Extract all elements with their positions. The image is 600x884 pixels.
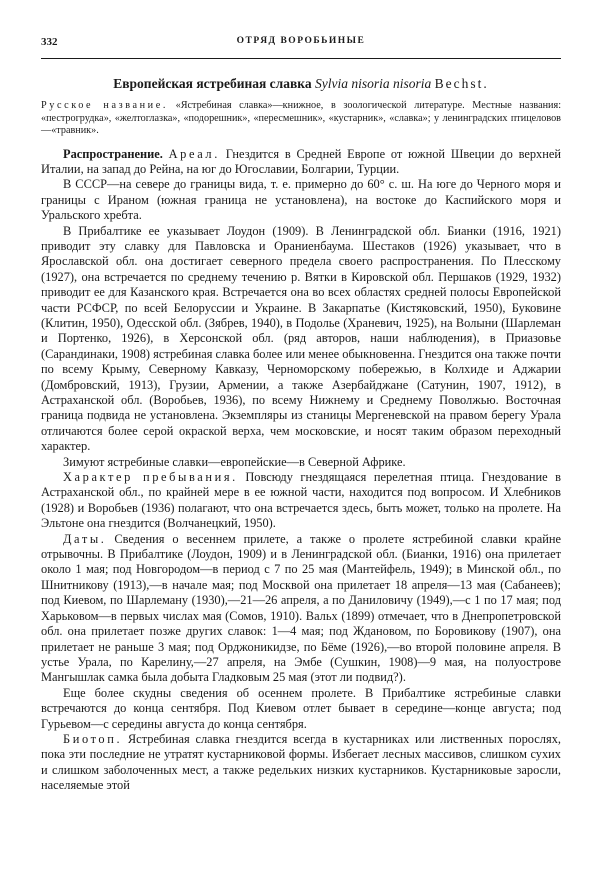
paragraph-spaced-heading: Биотоп. [63,731,123,746]
paragraph-text: Ястребиная славка гнездится всегда в кустарниках или лиственных порослях, пока эти последние не утратят кустарниковой формы. Избегает лесных массивов, слишком сухих и слишком заболоченных мест, а также редельких низких кустарников. Кустарниковые заросли, населяемые этой [41,731,561,793]
paragraph-text: Зимуют ястребиные славки—европейские—в Северной Африке. [63,454,406,469]
paragraph [41,177,561,223]
paragraph [41,455,561,470]
paragraph-lead: Распространение. [63,146,163,161]
running-header [41,36,561,54]
paragraph-text: В Прибалтике ее указывает Лоудон (1909). В Ленинградской обл. Бианки (1916, 1921) приводит эту славку для Павловска и Ораниенбаума. Шестаков (1926) указывает, что в Ярославской обл. она достигает северного предела своего распространения. По Плесскому (1927), она встречается по среднему течению р. Вятки в Кировской обл. Першаков (1929, 1932) приводит ее для Казанского края. Встречается она во всех областях средней полосы Европейской части РСФСР, по всей Белоруссии и Украине. В Закарпатье (Кистяковский, 1950), Буковине (Клитин, 1950), Одесской обл. (Зябрев, 1940), в Подолье (Храневич, 1925), на Волыни (Шарлеман и Портенко, 1926), в Херсонской обл. (ряд авторов, наши наблюдения), в Приазовье (Сарандинаки, 1908) ястребиная славка более или менее обыкновенна. Гнездится она также почти по всему Крыму, Северному Кавказу, Черноморскому побережью, в Колхиде и Аджарии (Домбровский, 1913), Грузии, Армении, а также Азербайджане (Сатунин, 1907, 1912), в Астраханской обл. (Воробьев, 1936), по всему Нижнему и Среднему Поволжью. Восточная граница подвида не установлена. Экземпляры из станицы Мергеневской на правом берегу Урала отличаются более серой окраской верха, чем московские, и носят таким образом переходный характер. [41,223,561,454]
paragraph [41,686,561,732]
page-number: 332 [41,36,58,48]
paragraph-spaced-heading: Ареал. [168,146,220,161]
paragraph [41,224,561,455]
title-latin: Sylvia nisoria nisoria [314,76,432,91]
paragraph-text: Сведения о весеннем прилете, а также о пролете ястребиной славки крайне отрывочны. В Прибалтике (Лоудон, 1909) и в Ленинградской обл. (Бианки, 1916) она прилетает около 1 мая; под Новгородом—в период с 7 по 25 мая (Мантейфель, 1949); в Минской обл., по Шнитникову (1913),—в начале мая; под Москвой она прилетает 18 апреля—13 мая (Сабанеев); под Киевом, по Шарлеману (1930),—21—26 апреля, а по Даниловичу (1949),—с 1 по 17 мая; под Харьковом—в первых числах мая (Сомов, 1910). Вальх (1899) отмечает, что в Днепропетровской обл. она прилетает позже других славок: 1—4 мая; под Ждановом, по Боровикову (1907), она прилетает не раньше 3 мая; под Орджоникидзе, по Бёме (1926),—во второй половине апреля. В устье Урала, по Карелину,—27 апреля, на Эмбе (Сушкин, 1908)—9 мая, на полуострове Мангышлак самка была добыта Гладковым 25 мая (этот ли подвид?). [41,531,561,685]
paragraph [41,732,561,794]
paragraph [41,470,561,532]
paragraph-spaced-heading: Характер пребывания. [63,470,238,485]
paragraph [41,532,561,686]
article-body [41,147,561,794]
title-russian: Европейская ястребиная славка [113,76,312,91]
paragraph [41,147,561,178]
names-text: «Ястребиная славка»—книжное, в зоологической литературе. Местные названия: «пестрогрудка», «желтоглазка», «подорешник», «пересмешник», «кустарник», «славка»; у ленинградских птицеловов—«травник». [41,100,562,136]
paragraph-text: В СССР—на севере до границы вида, т. е. примерно до 60° с. ш. На юге до Черного моря и границы с Ираном (южная граница не установлена), на востоке до Каспийского моря и Уральского хребта. [41,177,561,223]
header-rule [41,58,561,59]
title-author: Bechst. [434,76,489,91]
book-page [41,36,561,794]
names-label: Русское название. [41,100,168,111]
species-title [41,76,561,92]
paragraph-text: Еще более скудны сведения об осеннем пролете. В Прибалтике ястребиные славки встречаются до конца сентября. Под Киевом отлет бывает в середине—конце августа; под Гурьевом—с середины августа до конца сентября. [41,685,561,731]
paragraph-text: Гнездится в Средней Европе от южной Швеции до верхней Италии, на запад до Рейна, на юг до Югославии, Болгарии, Турции. [41,146,561,176]
paragraph-text: Повсюду гнездящаяся перелетная птица. Гнездование в Астраханской обл., по крайней мере в ее южной части, находится под вопросом. И Хлебников (1928) и Воробьев (1936) полагают, что она встречается здесь, быть может, только на пролете. На Эльтоне она гнездится (Волчанецкий, 1950). [41,470,561,531]
running-title: ОТРЯД ВОРОБЬИНЫЕ [236,36,366,46]
paragraph-spaced-heading: Даты. [63,531,107,546]
common-names-block [41,100,561,138]
